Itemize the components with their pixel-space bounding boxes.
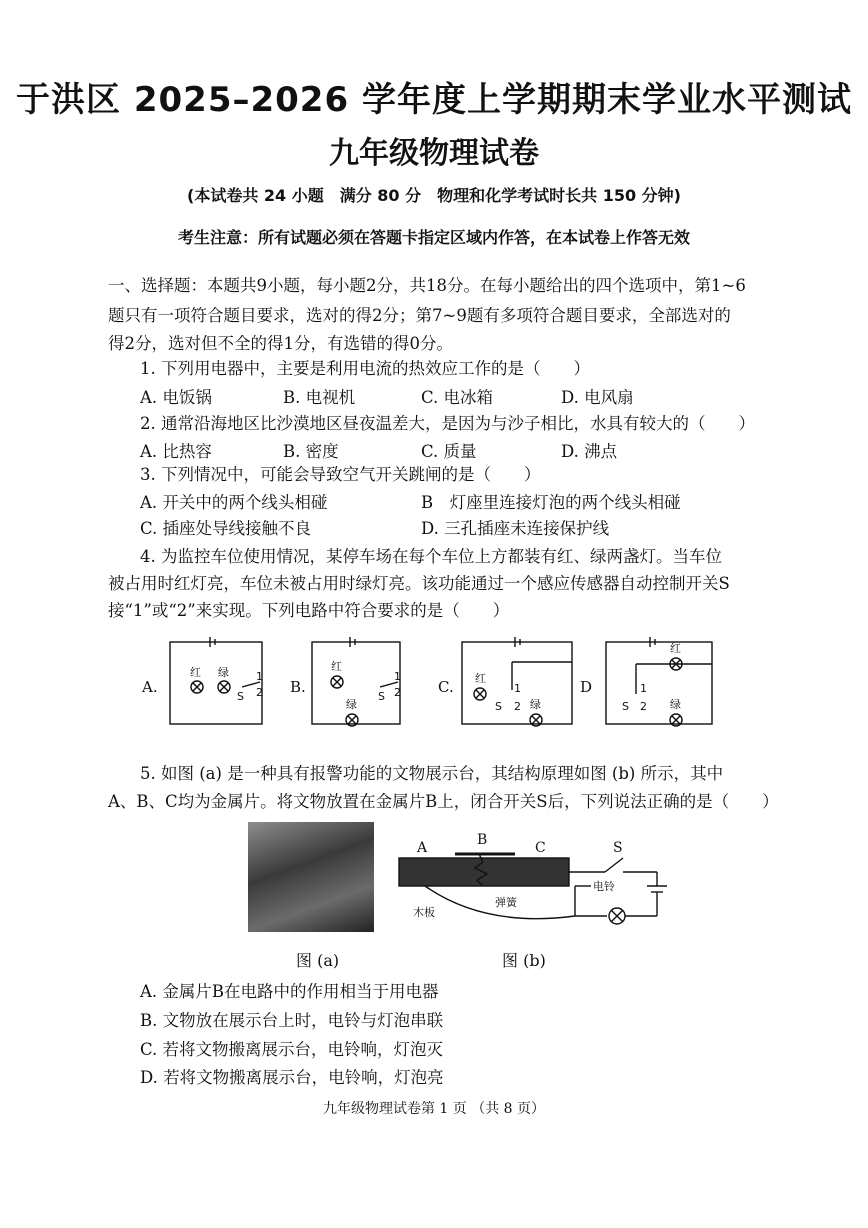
q1-option-b: B. 电视机 [283,388,356,407]
svg-text:A: A [417,840,428,856]
exhibit-photo [248,822,374,932]
svg-text:C: C [535,840,546,856]
page-footer: 九年级物理试卷第 1 页 （共 8 页） [322,1101,546,1117]
svg-text:B: B [477,832,488,848]
section-intro-line-3: 得2分，选对但不全的得1分，有选错的得0分。 [108,334,453,353]
svg-text:S: S [378,690,385,703]
exam-notice: 考生注意：所有试题必须在答题卡指定区域内作答，在本试卷上作答无效 [177,228,690,247]
svg-text:绿: 绿 [218,666,229,679]
exam-info: (本试卷共 24 小题 满分 80 分 物理和化学考试时长共 150 分钟) [187,186,681,205]
svg-text:2: 2 [256,686,263,699]
section-intro-line-2: 题只有一项符合题目要求，选对的得2分；第7~9题有多项符合题目要求，全部选对的 [108,306,731,325]
exam-title: 于洪区 2025–2026 学年度上学期期末学业水平测试 [16,80,852,120]
q3-option-b: B 灯座里连接灯泡的两个线头相碰 [421,493,681,512]
q2-stem: 2. 通常沿海地区比沙漠地区昼夜温差大，是因为与沙子相比，水具有较大的（ ） [140,414,755,433]
svg-text:1: 1 [394,670,401,683]
q5-line-1: 5. 如图 (a) 是一种具有报警功能的文物展示台，其结构原理如图 (b) 所示，其中 [140,764,724,783]
q4-label-c: C. [438,678,454,696]
q1-option-a: A. 电饭锅 [140,388,212,407]
q1-option-c: C. 电冰箱 [421,388,494,407]
svg-text:红: 红 [190,666,201,679]
svg-text:1: 1 [514,682,521,695]
svg-text:绿: 绿 [530,698,541,711]
svg-text:绿: 绿 [346,698,357,711]
section-intro-line-1: 一、选择题：本题共9小题，每小题2分，共18分。在每小题给出的四个选项中，第1~6 [108,276,746,295]
q2-option-c: C. 质量 [421,442,477,461]
q4-label-b: B. [290,678,306,696]
q3-option-a: A. 开关中的两个线头相碰 [140,493,328,512]
q4-line-3: 接“1”或“2”来实现。下列电路中符合要求的是（ ） [108,601,510,620]
svg-text:S: S [237,690,244,703]
svg-text:2: 2 [394,686,401,699]
q2-option-b: B. 密度 [283,442,339,461]
q4-line-1: 4. 为监控车位使用情况，某停车场在每个车位上方都装有红、绿两盏灯。当车位 [140,547,722,566]
q5-option-a: A. 金属片B在电路中的作用相当于用电器 [140,982,439,1001]
q1-option-d: D. 电风扇 [561,388,634,407]
q4-label-d: D [580,678,593,696]
svg-text:2: 2 [640,700,647,713]
q5-option-c: C. 若将文物搬离展示台，电铃响，灯泡灭 [140,1040,444,1059]
q4-line-2: 被占用时红灯亮，车位未被占用时绿灯亮。该功能通过一个感应传感器自动控制开关S [108,574,730,593]
svg-text:S: S [622,700,629,713]
q5-line-2: A、B、C均为金属片。将文物放置在金属片B上，闭合开关S后，下列说法正确的是（ ） [108,792,779,811]
q5-option-d: D. 若将文物搬离展示台，电铃响，灯泡亮 [140,1068,444,1087]
svg-text:红: 红 [475,672,486,685]
svg-text:电铃: 电铃 [593,880,615,893]
caption-b: 图 (b) [502,951,546,970]
q5-circuit-figure [395,828,685,938]
exam-subtitle: 九年级物理试卷 [329,136,539,171]
svg-text:木板: 木板 [413,906,435,919]
q4-label-a: A. [142,678,158,696]
svg-text:红: 红 [331,660,342,673]
q3-option-d: D. 三孔插座未连接保护线 [421,519,610,538]
q4-circuit-diagrams [140,632,730,737]
caption-a: 图 (a) [296,951,340,970]
q1-stem: 1. 下列用电器中，主要是利用电流的热效应工作的是（ ） [140,359,590,378]
svg-text:弹簧: 弹簧 [495,896,517,909]
svg-text:1: 1 [256,670,263,683]
q2-option-d: D. 沸点 [561,442,618,461]
svg-text:绿: 绿 [670,698,681,711]
q2-option-a: A. 比热容 [140,442,212,461]
q3-option-c: C. 插座处导线接触不良 [140,519,312,538]
q5-option-b: B. 文物放在展示台上时，电铃与灯泡串联 [140,1011,444,1030]
svg-text:1: 1 [640,682,647,695]
svg-text:红: 红 [670,642,681,655]
svg-text:2: 2 [514,700,521,713]
svg-text:S: S [495,700,502,713]
q3-stem: 3. 下列情况中，可能会导致空气开关跳闸的是（ ） [140,465,541,484]
svg-text:S: S [613,840,623,856]
